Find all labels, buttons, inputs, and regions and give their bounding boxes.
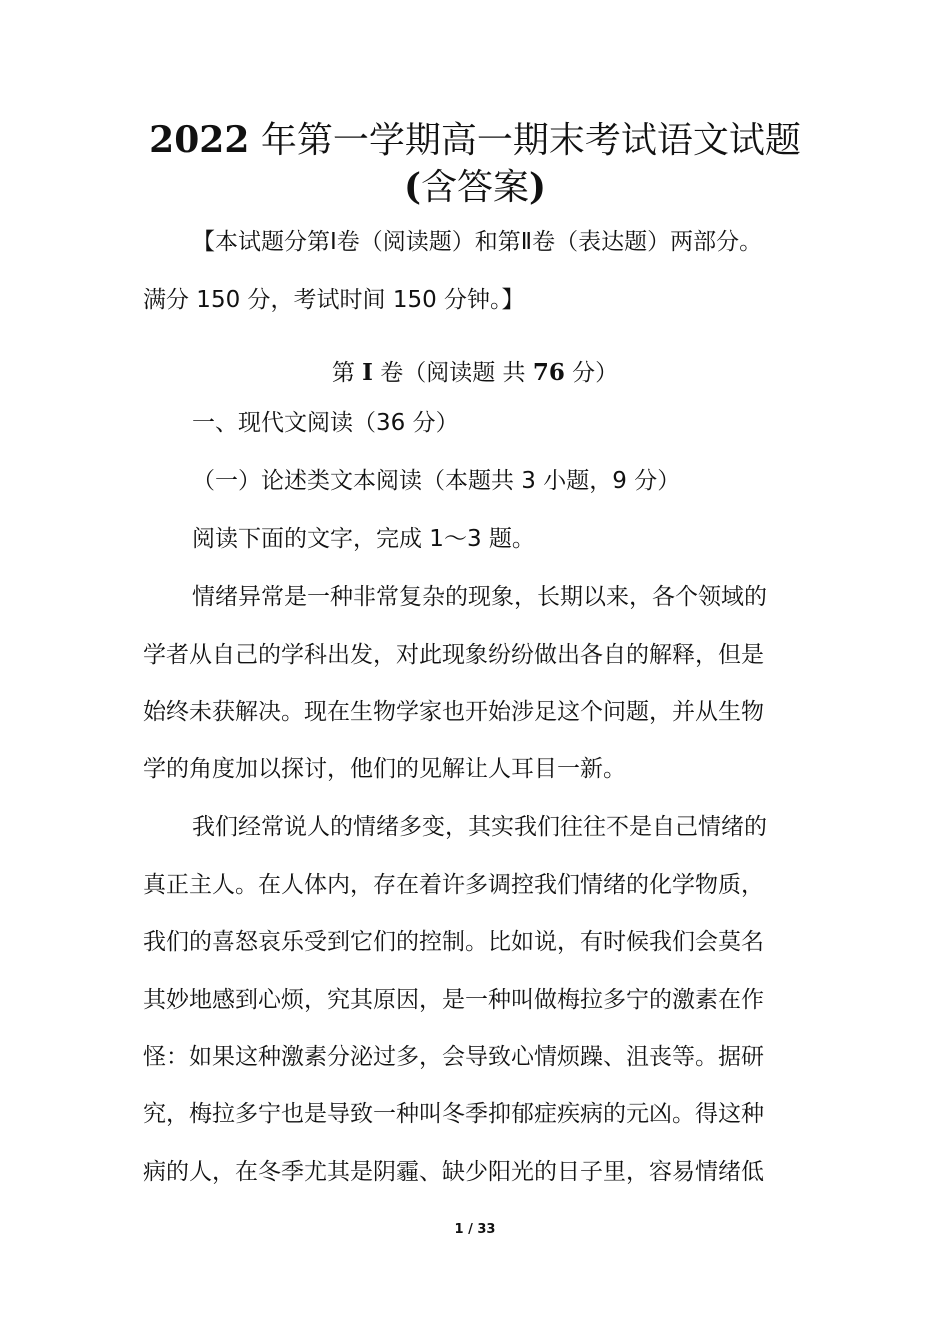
title-text: 年第一学期高一期末考试语文试题 [249,120,801,161]
section-score: 76 [532,359,565,386]
document-title-line-1 [0,117,950,164]
paragraph-2-line: 其妙地感到心烦，究其原因，是一种叫做梅拉多宁的激素在作 [143,987,764,1013]
paragraph-2-line: 我们的喜怒哀乐受到它们的控制。比如说，有时候我们会莫名 [143,929,764,955]
paragraph-2-line: 究，梅拉多宁也是导致一种叫冬季抑郁症疾病的元凶。得这种 [143,1101,764,1127]
paragraph-2-line: 真正主人。在人体内，存在着许多调控我们情绪的化学物质， [143,872,764,898]
page-number: 1 / 33 [454,1222,496,1237]
section-heading [0,358,950,388]
intro-line-2: 满分 150 分，考试时间 150 分钟。】 [143,287,525,313]
paragraph-1-line: 学者从自己的学科出发，对此现象纷纷做出各自的解释，但是 [143,642,764,668]
title-paren-open: ( [403,166,421,208]
reading-instruction: 阅读下面的文字，完成 1～3 题。 [192,526,535,552]
paragraph-2-line: 怪：如果这种激素分泌过多，会导致心情烦躁、沮丧等。据研 [143,1044,764,1070]
section-part-c: 分） [564,360,619,386]
title-paren-close: ) [529,166,547,208]
section-part-b: 卷（阅读题 共 [372,360,533,386]
section-part-a: 第 [331,360,363,386]
heading-argumentative-text: （一）论述类文本阅读（本题共 3 小题，9 分） [192,468,681,494]
section-roman: I [362,359,373,386]
paragraph-2-line: 病的人，在冬季尤其是阴霾、缺少阳光的日子里，容易情绪低 [143,1159,764,1185]
title-subtitle: 含答案 [420,167,529,208]
paragraph-1-line: 学的角度加以探讨，他们的见解让人耳目一新。 [143,756,626,782]
intro-line-1: 【本试题分第Ⅰ卷（阅读题）和第Ⅱ卷（表达题）两部分。 [192,229,763,255]
document-title-line-2 [0,164,950,211]
paragraph-2-line: 我们经常说人的情绪多变，其实我们往往不是自己情绪的 [192,814,767,840]
title-year: 2022 [149,119,250,161]
paragraph-1-line: 始终未获解决。现在生物学家也开始涉足这个问题，并从生物 [143,699,764,725]
paragraph-1-line: 情绪异常是一种非常复杂的现象，长期以来，各个领域的 [192,584,767,610]
heading-modern-reading: 一、现代文阅读（36 分） [192,410,459,436]
